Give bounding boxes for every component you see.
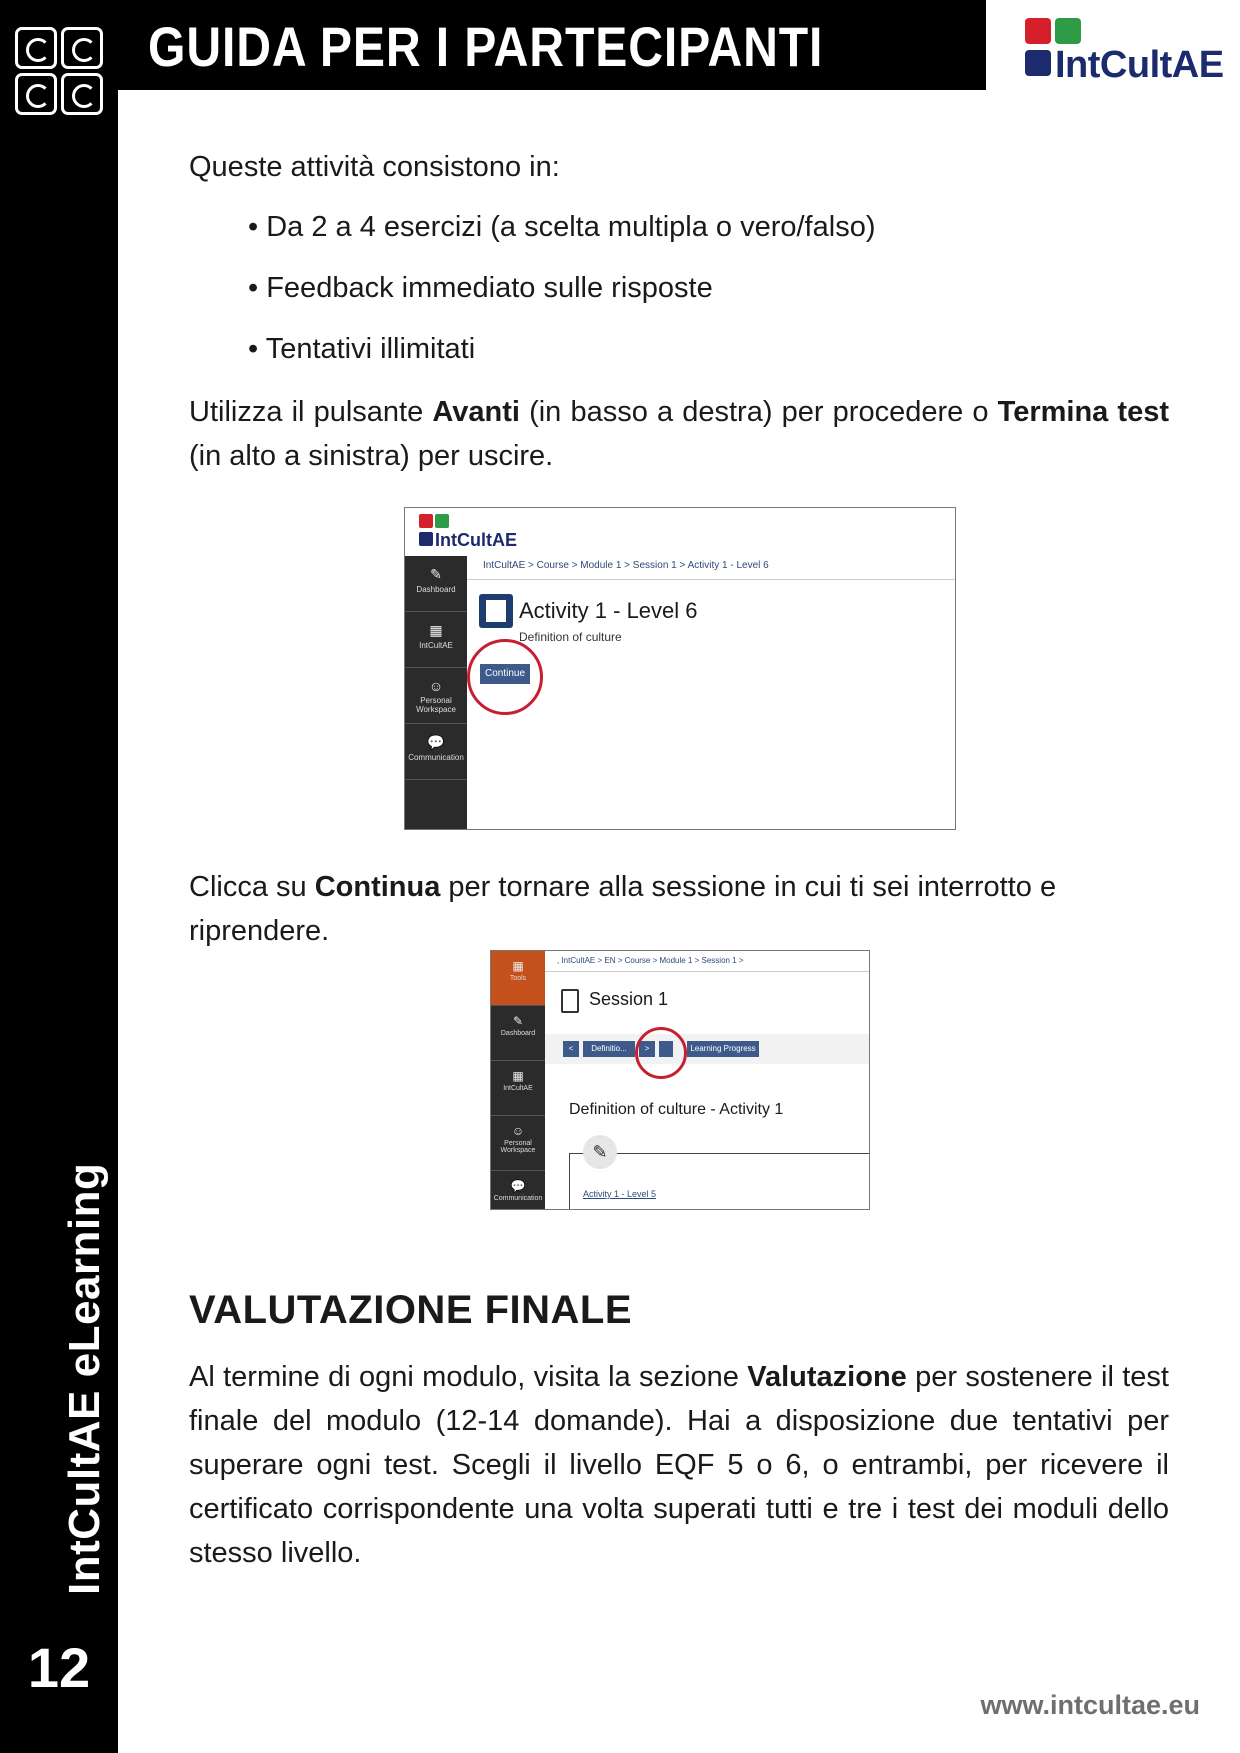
- activity-subtitle: Definition of culture: [519, 630, 622, 644]
- page-title: GUIDA PER I PARTECIPANTI: [148, 15, 824, 78]
- brand-navy-icon: [1025, 50, 1051, 76]
- footer-url[interactable]: www.intcultae.eu: [980, 1690, 1200, 1720]
- sidebar-item-communication[interactable]: 💬 Communication: [491, 1171, 545, 1210]
- activity-icon: [479, 594, 513, 628]
- highlight-circle: [467, 639, 543, 715]
- tools-icon: ▦: [512, 959, 524, 973]
- brand-red-icon: [1025, 18, 1051, 44]
- left-sidebar: [0, 0, 118, 1753]
- activity-box: [569, 1153, 870, 1210]
- sidebar-item-tools[interactable]: ▦ Tools: [491, 951, 545, 1006]
- sidebar-item-dashboard[interactable]: ✎ Dashboard: [405, 556, 467, 612]
- intcultae-icon: ▦: [429, 622, 443, 638]
- activity-heading: Definition of culture - Activity 1: [569, 1101, 784, 1118]
- list-item: • Feedback immediato sulle risposte: [248, 272, 713, 304]
- brand-name: IntCultAE: [1055, 44, 1224, 86]
- brand-logo: [1025, 18, 1224, 88]
- dashboard-icon: ✎: [512, 1014, 524, 1028]
- user-icon: ☺: [511, 1124, 525, 1138]
- list-item: • Da 2 a 4 esercizi (a scelta multipla o vero/falso): [248, 211, 876, 243]
- intcultae-icon: ▦: [512, 1069, 524, 1083]
- activity-navigation: [545, 1034, 869, 1064]
- learning-progress-button[interactable]: Learning Progress: [687, 1041, 759, 1057]
- sidebar-item-dashboard[interactable]: ✎ Dashboard: [491, 1006, 545, 1061]
- activity-select[interactable]: Definitio...: [583, 1041, 635, 1057]
- continue-button[interactable]: Continue: [480, 664, 530, 684]
- activity-link[interactable]: Activity 1 - Level 5: [583, 1189, 657, 1199]
- intcultae-logo-icon: [15, 27, 103, 115]
- screenshot-activity: [404, 507, 956, 830]
- breadcrumb[interactable]: IntCultAE > Course > Module 1 > Session 1 > Activity 1 - Level 6: [483, 560, 769, 571]
- screenshot-sidebar: [491, 951, 545, 1209]
- session-title: Session 1: [589, 989, 669, 1009]
- chat-icon: 💬: [510, 1179, 526, 1193]
- sidebar-item-intcultae[interactable]: ▦ IntCultAE: [491, 1061, 545, 1116]
- page-number: 12: [27, 1636, 91, 1699]
- dashboard-icon: ✎: [430, 566, 442, 582]
- next-button[interactable]: >: [639, 1041, 655, 1057]
- bullet-list: [248, 205, 1228, 388]
- brand-green-icon: [1055, 18, 1081, 44]
- section-title: VALUTAZIONE FINALE: [189, 1288, 633, 1332]
- continua-paragraph: Clicca su Continua per tornare alla sessione in cui ti sei interrotto e riprendere.: [189, 871, 1057, 947]
- pencil-icon: ✎: [583, 1135, 617, 1169]
- previous-button[interactable]: <: [563, 1041, 579, 1057]
- activity-title: Activity 1 - Level 6: [519, 598, 698, 623]
- highlight-circle: [635, 1027, 687, 1079]
- document-icon: [561, 989, 579, 1013]
- sidebar-item-personal-workspace[interactable]: ☺ Personal Workspace: [491, 1116, 545, 1171]
- vertical-title: IntCultAE eLearning: [60, 1162, 109, 1595]
- screenshot-brand: IntCultAE: [419, 514, 539, 550]
- user-icon: ☺: [428, 678, 444, 694]
- list-item: • Tentativi illimitati: [248, 333, 476, 365]
- final-paragraph: Al termine di ogni modulo, visita la sezione Valutazione per sostenere il test finale del modulo (12-14 domande). Hai a disposizione due tentativi per superare ogni test. Scegli il livello EQF 5 o 6, o entrambi, per ricevere il certificato corrispondente una volta superati tutti e tre i test dei moduli dello stesso livello.: [189, 1361, 1169, 1569]
- breadcrumb[interactable]: , IntCultAE > EN > Course > Module 1 > Session 1 >: [557, 956, 744, 965]
- chat-icon: 💬: [427, 734, 445, 750]
- screenshot-session: [490, 950, 870, 1210]
- sidebar-item-personal-workspace[interactable]: ☺ Personal Workspace: [405, 668, 467, 724]
- intro-text: Queste attività consistono in:: [189, 151, 560, 183]
- screenshot-sidebar: [405, 556, 467, 829]
- sidebar-item-intcultae[interactable]: ▦ IntCultAE: [405, 612, 467, 668]
- header-bar: [118, 0, 986, 90]
- sidebar-item-communication[interactable]: 💬 Communication: [405, 724, 467, 780]
- avanti-paragraph: Utilizza il pulsante Avanti (in basso a destra) per procedere o Termina test (in alto a sinistra) per uscire.: [189, 396, 1170, 472]
